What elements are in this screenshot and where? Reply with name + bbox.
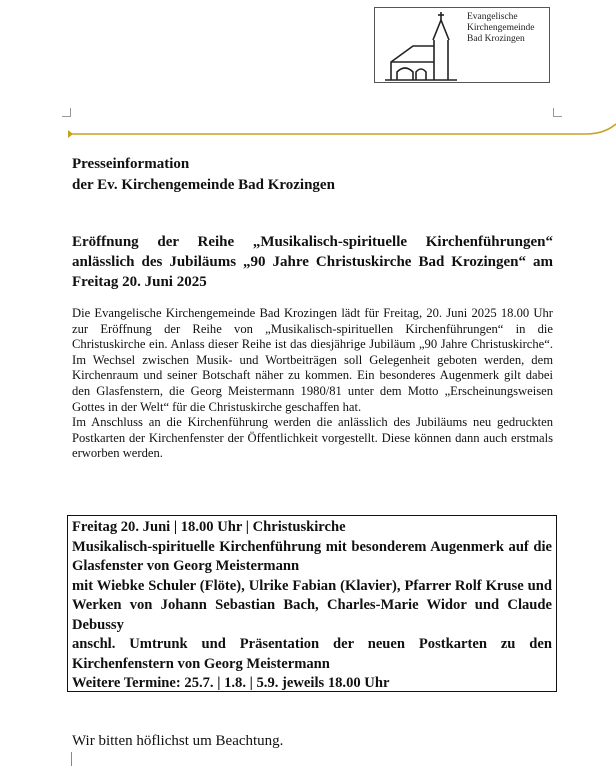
logo-line-1: Evangelische: [467, 12, 518, 22]
church-logo: [374, 7, 550, 83]
press-title: Eröffnung der Reihe „Musikalisch-spirituelle Kirchenführungen“ anlässlich des Jubiläums „90 Jahre Christuskirche Bad Krozingen“ am Freitag 20. Juni 2025: [72, 234, 553, 290]
body-text: [72, 306, 553, 462]
body-paragraph-2: Im Anschluss an die Kirchenführung werden die anlässlich des Jubiläums neu gedruckten Postkarten der Kirchenfenster der Öffentlichkeit vorgestellt. Diese können dann auch erstmals erworben werden.: [72, 415, 553, 461]
margin-marker-left: [62, 108, 71, 117]
logo-text: [467, 12, 535, 45]
event-date-line: Freitag 20. Juni | 18.00 Uhr | Christuskirche: [72, 519, 346, 535]
press-heading: [72, 154, 335, 196]
logo-line-2: Kirchengemeinde: [467, 23, 535, 33]
header-divider: [0, 120, 616, 140]
closing-text: Wir bitten höflichst um Beachtung.: [72, 733, 284, 749]
heading-line-1: Presseinformation: [72, 156, 190, 172]
margin-marker-right: [553, 108, 562, 117]
event-dates-line: Weitere Termine: 25.7. | 1.8. | 5.9. jeweils 18.00 Uhr: [72, 675, 390, 691]
event-title-line: Musikalisch-spirituelle Kirchenführung mit besonderem Augenmerk auf die Glasfenster von Georg Meistermann: [72, 538, 552, 574]
church-icon: [383, 10, 463, 82]
event-box: [67, 515, 557, 692]
heading-line-2: der Ev. Kirchengemeinde Bad Krozingen: [72, 177, 335, 193]
event-performers-line: mit Wiebke Schuler (Flöte), Ulrike Fabian (Klavier), Pfarrer Rolf Kruse und Werken von Johann Sebastian Bach, Charles-Marie Widor und Claude Debussy: [72, 577, 552, 633]
body-paragraph-1: Die Evangelische Kirchengemeinde Bad Krozingen lädt für Freitag, 20. Juni 2025 18.00 Uhr zur Eröffnung der Reihe von „Musikalisch-spirituellen Kirchenführungen“ in die Christuskirche ein. Anlass dieser Reihe ist das diesjährige Jubiläum „90 Jahre Christuskirche“. Im Wechsel zwischen Musik- und Wortbeiträgen soll Gelegenheit geboten werden, dem Kirchenraum und seiner Botschaft näher zu kommen. Ein besonderes Augenmerk gilt dabei den Glasfenstern, die Georg Meistermann 1980/81 unter dem Motto „Erscheinungsweisen Gottes in der Welt“ für die Christuskirche geschaffen hat.: [72, 306, 553, 414]
text-cursor: [71, 752, 72, 766]
event-reception-line: anschl. Umtrunk und Präsentation der neuen Postkarten zu den Kirchenfenstern von Georg Meistermann: [72, 636, 552, 672]
logo-line-3: Bad Krozingen: [467, 34, 525, 44]
